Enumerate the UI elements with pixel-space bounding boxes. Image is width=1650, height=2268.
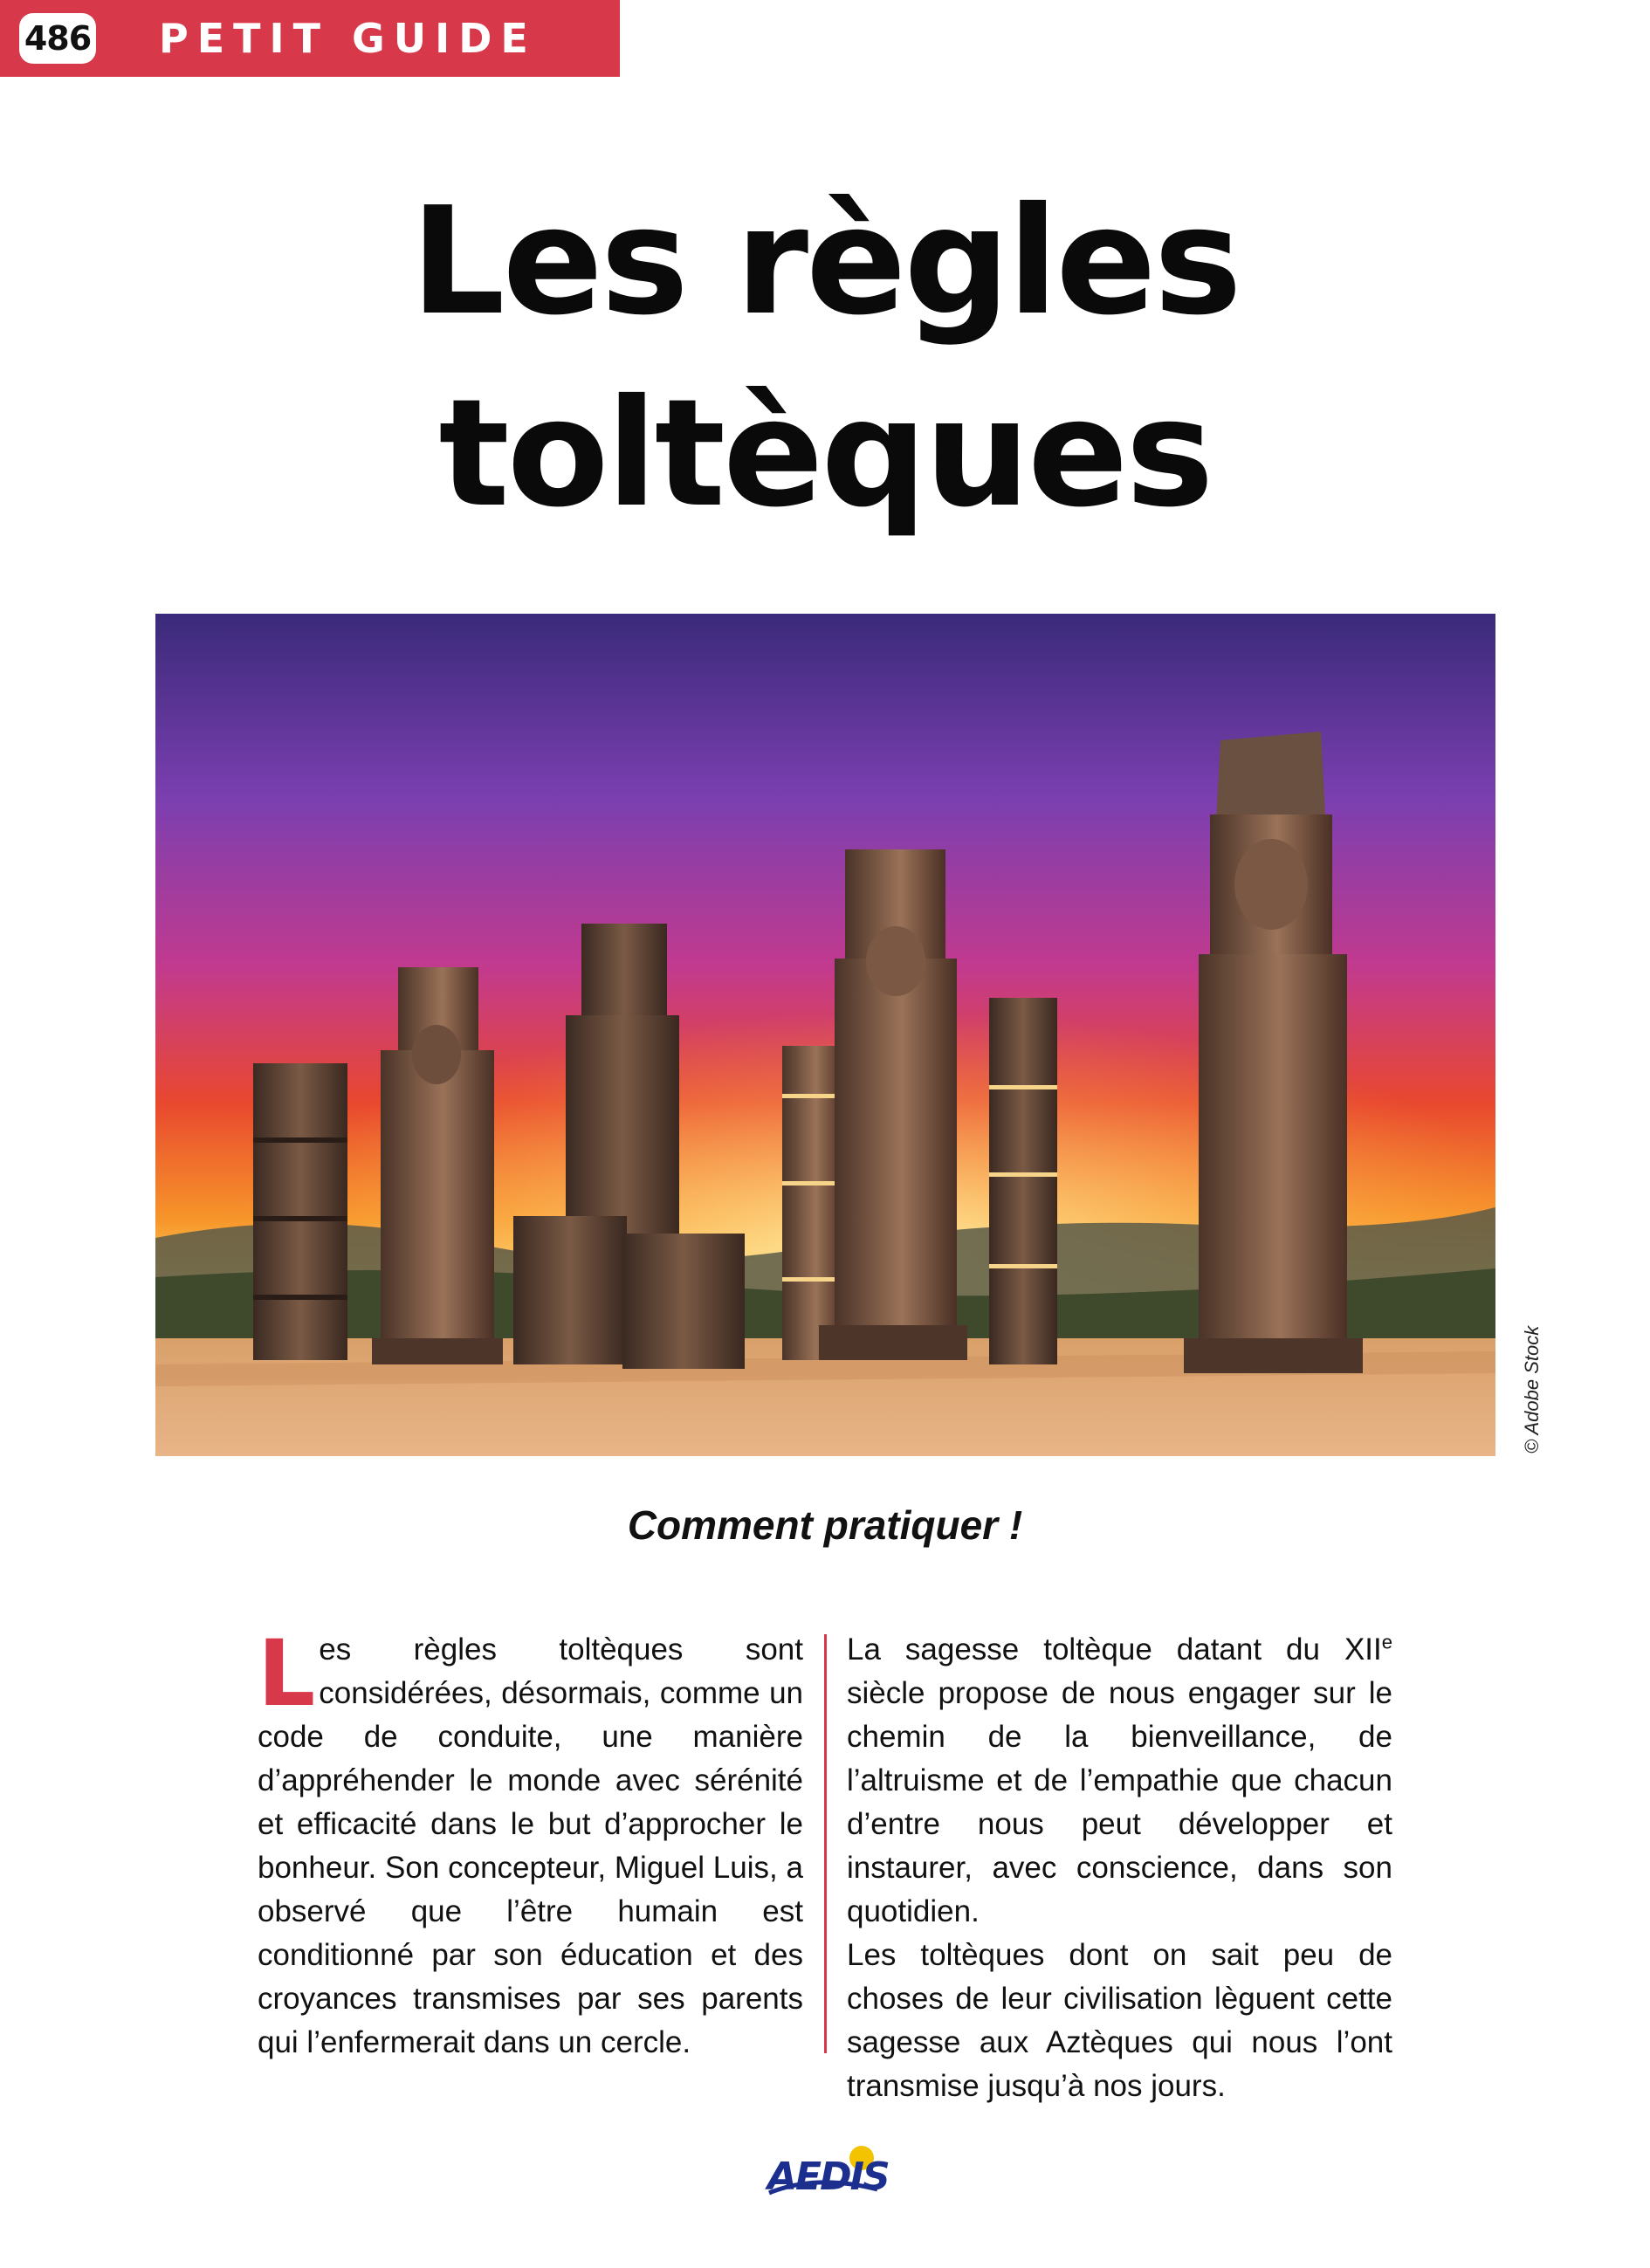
- logo-wordmark: AEDIS: [767, 2155, 889, 2199]
- series-name: PETIT GUIDE: [159, 15, 537, 62]
- photo-credit: © Adobe Stock: [1521, 1325, 1543, 1454]
- column-far-left: [253, 1063, 347, 1360]
- column-center-right: [989, 998, 1057, 1364]
- page-title: [0, 166, 1650, 550]
- series-banner: [0, 0, 620, 77]
- cover-photo-toltec-atlantes: [155, 614, 1495, 1456]
- subtitle: Comment pratiquer !: [627, 1502, 1023, 1548]
- paragraph-heritage: Les toltèques dont on sait peu de choses de leur civilisation lèguent cette sagesse aux Aztèques qui nous l’ont transmise jusqu’à nos jours.: [847, 1938, 1392, 2103]
- paragraph-wisdom: [847, 1628, 1392, 1934]
- century-superscript: e: [1381, 1631, 1392, 1653]
- atlantes-illustration: [155, 614, 1495, 1456]
- paragraph-wisdom-text-start: La sagesse toltèque datant du XII: [847, 1632, 1382, 1667]
- intro-column-left: [258, 1620, 803, 2065]
- publisher-logo: [764, 2139, 889, 2209]
- intro-paragraph: [258, 1620, 803, 2065]
- issue-number: 486: [24, 19, 92, 58]
- intro-column-right: [847, 1628, 1392, 2108]
- title-line-1: Les règles: [410, 175, 1240, 348]
- drop-cap: L: [258, 1620, 316, 1727]
- issue-number-badge: [19, 13, 96, 64]
- intro-text: es règles toltèques sont considérées, désormais, comme un code de conduite, une manière d’appréhender le monde avec sérénité et efficacité dans le but d’approcher le bonheur. Son concepteur, Miguel Luis, a observé que l’être humain est conditionné par son éducation et des croyances transmises par ses parents qui l’enfermerait dans un cercle.: [258, 1632, 803, 2059]
- paragraph-wisdom-text-end: siècle propose de nous engager sur le chemin de la bienveillance, de l’altruisme et de l’empathie que chacun d’entre nous peut développer et instaurer, avec conscience, dans son quotidien.: [847, 1676, 1392, 1928]
- title-line-2: toltèques: [438, 368, 1212, 540]
- column-divider: [824, 1634, 827, 2053]
- column-center: [782, 1046, 843, 1360]
